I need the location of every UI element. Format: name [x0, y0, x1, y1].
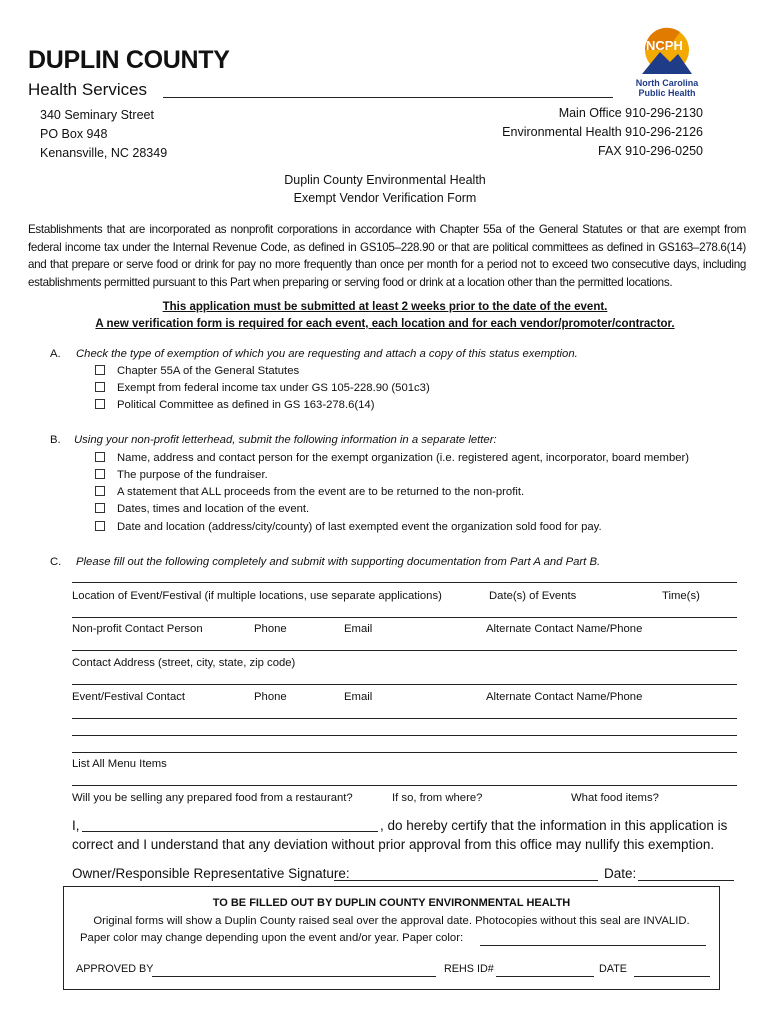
county-title: DUPLIN COUNTY — [28, 46, 230, 74]
official-heading: TO BE FILLED OUT BY DUPLIN COUNTY ENVIRONMENTAL HEALTH — [212, 897, 571, 909]
contact-address-label: Contact Address (street, city, state, zip code) — [72, 657, 296, 669]
contact-address-line[interactable] — [72, 650, 737, 651]
menu-line[interactable] — [72, 752, 737, 753]
approval-date-label: DATE — [599, 963, 627, 975]
official-use-box — [63, 886, 720, 990]
nonprofit-contact-line[interactable] — [72, 617, 737, 618]
notice-line2: A new verification form is required for each event, each location and for each vendor/promoter/contractor. — [95, 318, 675, 330]
office-contacts — [502, 104, 703, 161]
certifier-name-line[interactable] — [82, 831, 378, 832]
logo-text-line2: Public Health — [638, 88, 696, 98]
department-name: Health Services — [28, 80, 148, 99]
mailing-address — [40, 106, 167, 163]
certification-date-label: Date: — [604, 866, 637, 881]
letter-requirement[interactable] — [95, 503, 309, 515]
checkbox[interactable] — [95, 521, 105, 531]
notice-line1: This application must be submitted at least 2 weeks prior to the date of the event. — [162, 301, 608, 313]
checkbox[interactable] — [95, 486, 105, 496]
email-label: Email — [344, 691, 373, 703]
paper-color-line[interactable] — [480, 945, 706, 946]
checkbox[interactable] — [95, 503, 105, 513]
checkbox[interactable] — [95, 452, 105, 462]
rehs-id-line[interactable] — [496, 976, 594, 977]
form-title — [0, 171, 770, 207]
restaurant-question-label: Will you be selling any prepared food from a restaurant? — [72, 792, 353, 804]
approved-by-line[interactable] — [152, 976, 436, 977]
signature-label: Owner/Responsible Representative Signature: — [72, 866, 350, 881]
letter-requirement[interactable] — [95, 486, 524, 498]
checkbox[interactable] — [95, 469, 105, 479]
address-line: PO Box 948 — [40, 127, 108, 141]
menu-line[interactable] — [72, 718, 737, 719]
restaurant-line[interactable] — [72, 785, 737, 786]
rehs-id-label: REHS ID# — [444, 963, 494, 975]
logo-acronym: NCPH — [646, 38, 683, 53]
paper-color-label: Paper color may change depending upon the event and/or year. Paper color: — [80, 932, 464, 944]
alternate-contact-label: Alternate Contact Name/Phone — [486, 623, 643, 635]
letter-requirement[interactable] — [95, 452, 689, 464]
option-label: Name, address and contact person for the exempt organization (i.e. registered agent, incorporator, board member) — [117, 452, 690, 464]
phone-label: Phone — [254, 623, 287, 635]
intro-paragraph: Establishments that are incorporated as nonprofit corporations in accordance with Chapter 55a of the General Statutes or that are exempt from federal income tax under the Internal Revenue Code, as defined in GS105–228.90 or that are political committees as defined in GS163–278.6(14) and that prepare or serve food or drink for pay no more frequently than once per month for a period not to exceed two consecutive days, including establishments permitted pursuant to this Part when preparing or serving food or drink at a location other than the permitted locations. — [28, 223, 746, 289]
nonprofit-contact-label: Non-profit Contact Person — [72, 623, 203, 635]
department-underline — [163, 97, 613, 98]
alternate-contact-label: Alternate Contact Name/Phone — [486, 691, 643, 703]
main-office-phone: Main Office 910-296-2130 — [558, 106, 703, 120]
fax-number: FAX 910-296-0250 — [598, 144, 703, 158]
food-items-label: What food items? — [571, 792, 659, 804]
environmental-health-phone: Environmental Health 910-296-2126 — [502, 125, 703, 139]
section-c-instructions: Please fill out the following completely and submit with supporting documentation from Part A and Part B. — [76, 556, 601, 568]
section-c-letter: C. — [50, 556, 62, 568]
event-contact-label: Event/Festival Contact — [72, 691, 186, 703]
certification-suffix: , do hereby certify that the information in this application is — [380, 818, 728, 833]
phone-label: Phone — [254, 691, 287, 703]
certification-line2: correct and I understand that any deviation without prior approval from this office may nullify this exemption. — [72, 837, 715, 852]
submission-notice — [0, 299, 770, 333]
approved-by-label: APPROVED BY — [76, 963, 154, 975]
address-line: 340 Seminary Street — [40, 108, 154, 122]
option-label: Date and location (address/city/county) of last exempted event the organization sold food for pay. — [117, 521, 602, 533]
letter-requirement[interactable] — [95, 521, 602, 533]
location-line[interactable] — [72, 582, 737, 583]
location-label: Location of Event/Festival (if multiple locations, use separate applications) — [72, 590, 442, 602]
email-label: Email — [344, 623, 373, 635]
menu-items-label: List All Menu Items — [72, 758, 167, 770]
address-line: Kenansville, NC 28349 — [40, 146, 168, 160]
dates-label: Date(s) of Events — [489, 590, 577, 602]
option-label: Political Committee as defined in GS 163-278.6(14) — [117, 399, 375, 411]
option-label: A statement that ALL proceeds from the event are to be returned to the non-profit. — [117, 486, 525, 498]
letter-requirement[interactable] — [95, 469, 268, 481]
section-b-letter: B. — [50, 434, 61, 446]
option-label: Chapter 55A of the General Statutes — [117, 365, 300, 377]
times-label: Time(s) — [662, 590, 700, 602]
option-label: The purpose of the fundraiser. — [117, 469, 268, 481]
section-b-instructions: Using your non-profit letterhead, submit the following information in a separate letter: — [74, 434, 497, 446]
ncph-logo — [620, 26, 710, 106]
approval-date-line[interactable] — [634, 976, 710, 977]
checkbox[interactable] — [95, 365, 105, 375]
form-title-line1: Duplin County Environmental Health — [284, 173, 486, 187]
checkbox[interactable] — [95, 382, 105, 392]
logo-text-line1: North Carolina — [635, 78, 699, 88]
restaurant-where-label: If so, from where? — [392, 792, 483, 804]
event-contact-line[interactable] — [72, 684, 737, 685]
exemption-option[interactable] — [95, 365, 299, 377]
form-title-line2: Exempt Vendor Verification Form — [293, 191, 477, 205]
seal-note: Original forms will show a Duplin County raised seal over the approval date. Photocopies without this seal are INVALID. — [93, 915, 690, 927]
signature-line[interactable] — [334, 880, 598, 881]
section-a-instructions: Check the type of exemption of which you are requesting and attach a copy of this status exemption. — [76, 348, 578, 360]
menu-line[interactable] — [72, 735, 737, 736]
certification-date-line[interactable] — [638, 880, 734, 881]
section-a-letter: A. — [50, 348, 61, 360]
option-label: Exempt from federal income tax under GS 105-228.90 (501c3) — [117, 382, 430, 394]
exemption-option[interactable] — [95, 399, 374, 411]
option-label: Dates, times and location of the event. — [117, 503, 310, 515]
checkbox[interactable] — [95, 399, 105, 409]
exemption-option[interactable] — [95, 382, 430, 394]
certification-prefix: I, — [72, 818, 80, 833]
